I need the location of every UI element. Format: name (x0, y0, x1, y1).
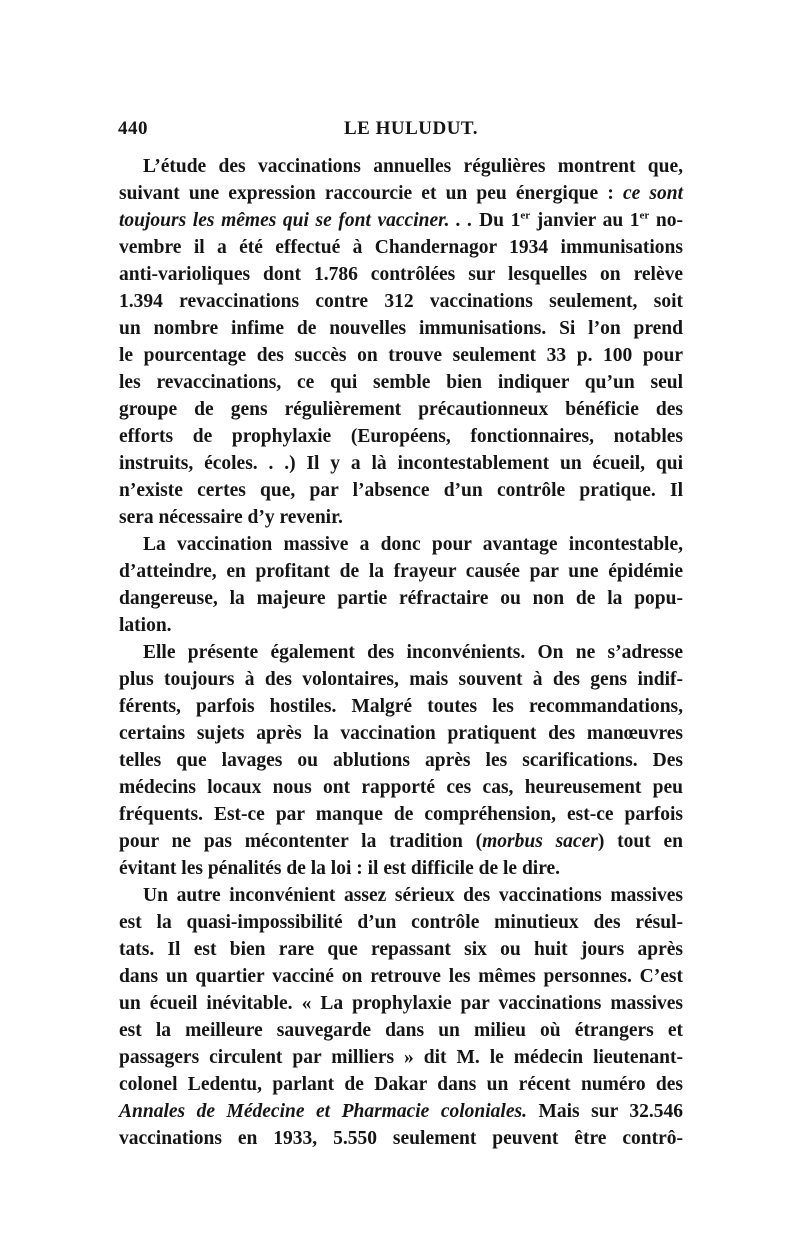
text-line (119, 181, 683, 207)
superscript: er (520, 209, 531, 222)
text-line: lation. (119, 615, 172, 636)
text-span: janvier au 1 (536, 210, 640, 231)
italic-span: Annales de Médecine et Pharmacie coloniales. (119, 1101, 527, 1122)
text-line: dangereuse, la majeure partie réfractaire ou non de la popu- (119, 588, 683, 609)
text-line: telles que lavages ou ablutions après les scarifications. Des (119, 750, 683, 771)
italic-span: toujours les mêmes qui se font vacciner. . . (119, 210, 473, 231)
text-line: colonel Ledentu, parlant de Dakar dans un récent numéro des (119, 1074, 683, 1095)
text-line: les revaccinations, ce qui semble bien indiquer qu’un seul (119, 372, 683, 393)
text-span: pour ne pas mécontenter la tradition ( (119, 831, 483, 852)
running-header (118, 118, 684, 142)
text-line: L’étude des vaccinations annuelles régulières montrent que, (143, 156, 683, 177)
text-line: 1.394 revaccinations contre 312 vaccinations seulement, soit (119, 291, 683, 312)
text-line: un nombre infime de nouvelles immunisations. Si l’on prend (119, 318, 683, 339)
text-span: no- (655, 210, 684, 231)
text-line: tats. Il est bien rare que repassant six ou huit jours après (119, 939, 683, 960)
text-span: ) tout en (597, 831, 684, 852)
text-line: férents, parfois hostiles. Malgré toutes les recommandations, (119, 696, 683, 717)
text-line: La vaccination massive a donc pour avantage incontestable, (143, 534, 683, 555)
text-line: évitant les pénalités de la loi : il est difficile de le dire. (119, 858, 561, 879)
text-line: vaccinations en 1933, 5.550 seulement peuvent être contrô- (119, 1128, 683, 1149)
text-line: groupe de gens régulièrement précautionneux bénéficie des (119, 399, 683, 420)
text-line: un écueil inévitable. « La prophylaxie par vaccinations massives (119, 993, 683, 1014)
text-line: Elle présente également des inconvénients. On ne s’adresse (143, 642, 683, 663)
text-line: fréquents. Est-ce par manque de compréhension, est-ce parfois (119, 804, 683, 825)
text-line: médecins locaux nous ont rapporté ces cas, heureusement peu (119, 777, 683, 798)
running-title: LE HULUDUT. (344, 118, 478, 139)
text-line: est la meilleure sauvegarde dans un milieu où étrangers et (119, 1020, 683, 1041)
text-line (119, 829, 683, 855)
text-line: dans un quartier vacciné on retrouve les mêmes personnes. C’est (119, 966, 683, 987)
text-line: vembre il a été effectué à Chandernagor 1934 immunisations (119, 237, 683, 258)
text-line (119, 208, 683, 234)
text-line: plus toujours à des volontaires, mais souvent à des gens indif- (119, 669, 683, 690)
text-line: anti-varioliques dont 1.786 contrôlées sur lesquelles on relève (119, 264, 683, 285)
text-line: le pourcentage des succès on trouve seulement 33 p. 100 pour (119, 345, 683, 366)
text-span: Mais sur 32.546 (538, 1101, 684, 1122)
text-span: Du 1 (479, 210, 521, 231)
text-line: certains sujets après la vaccination pratiquent des manœuvres (119, 723, 683, 744)
superscript: er (639, 209, 650, 222)
text-line: est la quasi-impossibilité d’un contrôle minutieux des résul- (119, 912, 683, 933)
text-line: d’atteindre, en profitant de la frayeur causée par une épidémie (119, 561, 683, 582)
text-span: suivant une expression raccourcie et un peu énergique : (119, 183, 614, 204)
italic-span: morbus sacer (482, 831, 598, 852)
text-line: instruits, écoles. . .) Il y a là incontestablement un écueil, qui (119, 453, 683, 474)
italic-span: ce sont (622, 183, 683, 204)
text-line: n’existe certes que, par l’absence d’un contrôle pratique. Il (119, 480, 683, 501)
text-line (119, 1099, 683, 1125)
text-line: Un autre inconvénient assez sérieux des vaccinations massives (143, 885, 683, 906)
text-line: sera nécessaire d’y revenir. (119, 507, 343, 528)
text-line: efforts de prophylaxie (Européens, fonctionnaires, notables (119, 426, 683, 447)
text-line: passagers circulent par milliers » dit M. le médecin lieutenant- (119, 1047, 683, 1068)
page-number: 440 (118, 118, 148, 139)
